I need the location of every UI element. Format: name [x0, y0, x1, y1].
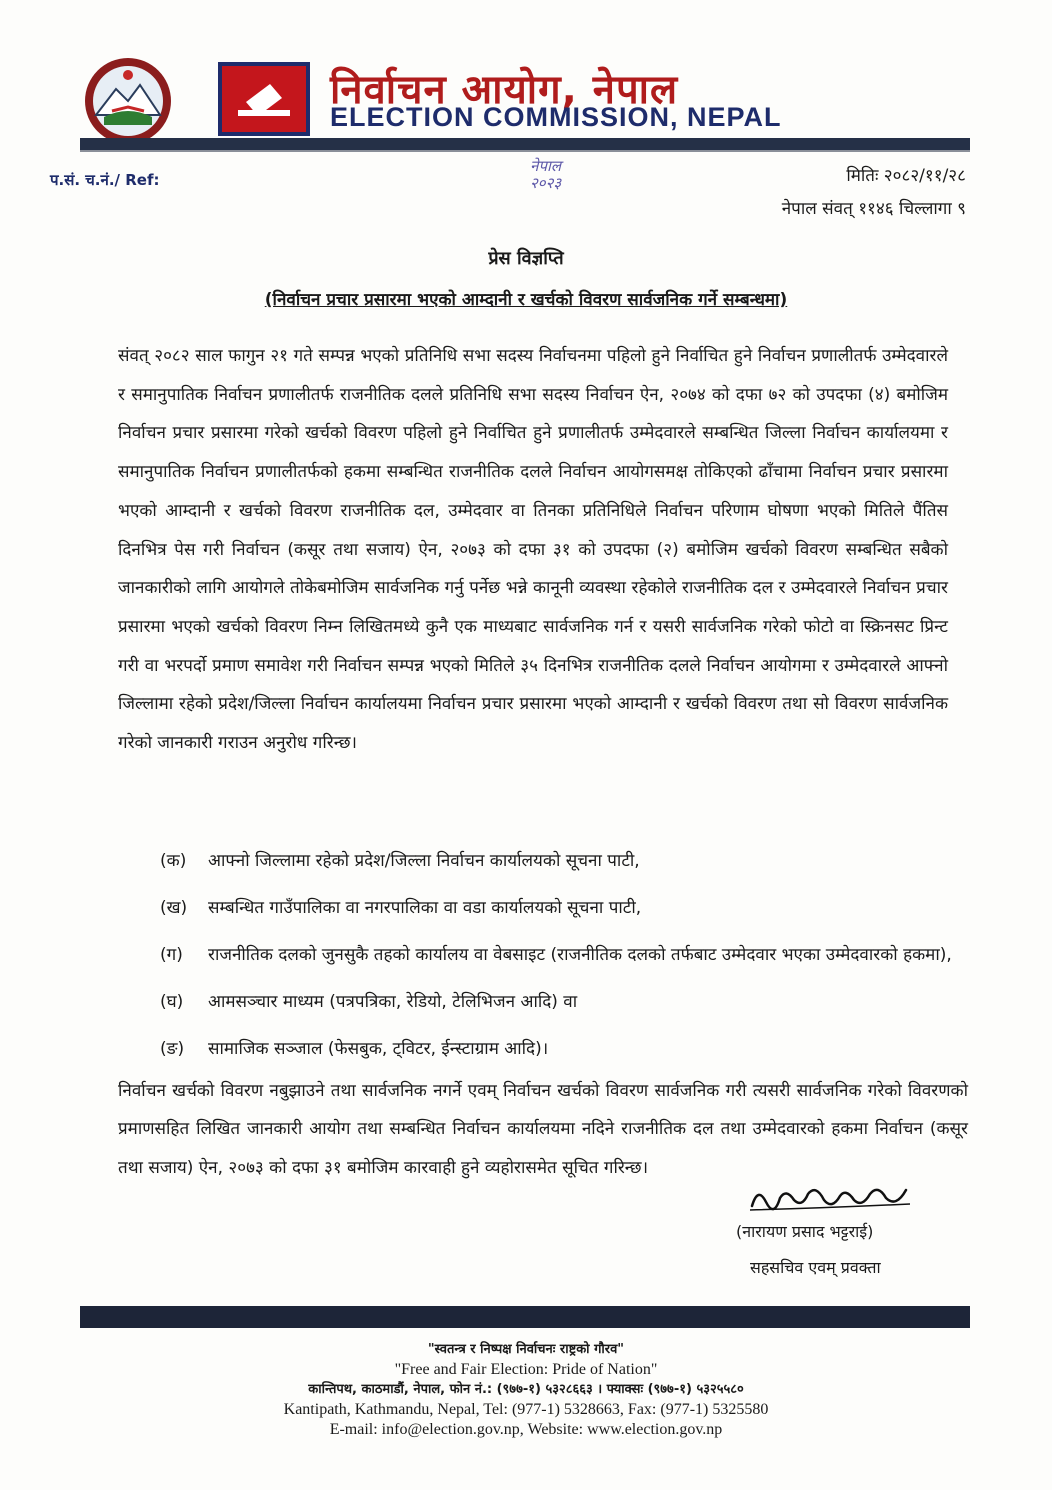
nepal-samvat-line: नेपाल संवत् ११४६ चिल्लागा ९ — [781, 199, 966, 219]
signer-name: (नारायण प्रसाद भट्टराई) — [736, 1222, 874, 1241]
list-item — [160, 984, 955, 1020]
motto-english: "Free and Fair Election: Pride of Nation" — [394, 1361, 658, 1378]
list-item — [160, 890, 955, 926]
official-seal — [530, 158, 561, 192]
notice-subject: (निर्वाचन प्रचार प्रसारमा भएको आम्दानी र खर्चको विवरण सार्वजनिक गर्ने सम्बन्धमा) — [264, 290, 788, 310]
list-text: सम्बन्धित गाउँपालिका वा नगरपालिका वा वडा कार्यालयको सूचना पाटी, — [208, 898, 642, 918]
nepal-emblem-logo — [82, 55, 174, 147]
commission-title-english: ELECTION COMMISSION, NEPAL — [330, 102, 782, 132]
closing-paragraph: निर्वाचन खर्चको विवरण नबुझाउने तथा सार्वजनिक नगर्ने एवम् निर्वाचन खर्चको विवरण सार्वजनिक गरी त्यसरी सार्वजनिक गरेको विवरणको प्रमाणसहित लिखित जानकारी आयोग तथा सम्बन्धित निर्वाचन कार्यालयमा नदिने राजनीतिक दल तथा उम्मेदवारको हकमा निर्वाचन (कसूर तथा सजाय) ऐन, २०७३ को दफा ३१ बमोजिम कारवाही हुने व्यहोरासमेत सूचित गरिन्छ। — [118, 1081, 968, 1178]
signer-title: सहसचिव एवम् प्रवक्ता — [750, 1258, 881, 1277]
footer-rule — [80, 1306, 970, 1328]
publication-channel-list — [160, 843, 955, 1078]
list-item — [160, 937, 955, 973]
list-item — [160, 1031, 955, 1067]
list-text: राजनीतिक दलको जुनसुकै तहको कार्यालय वा वेबसाइट (राजनीतिक दलको तर्फबाट उम्मेदवार भएका उम्मेदवारको हकमा), — [208, 945, 952, 965]
list-text: आमसञ्चार माध्यम (पत्रपत्रिका, रेडियो, टेलिभिजन आदि) वा — [208, 992, 578, 1012]
list-marker: (ङ) — [160, 1039, 185, 1059]
footer — [0, 1340, 1052, 1440]
list-marker: (घ) — [160, 992, 184, 1012]
contact-line: E-mail: info@election.gov.np, Website: www.election.gov.np — [329, 1421, 723, 1438]
notice-heading: प्रेस विज्ञप्ति — [488, 248, 564, 269]
list-text: सामाजिक सञ्जाल (फेसबुक, ट्विटर, ईन्स्टाग्राम आदि)। — [208, 1039, 549, 1059]
list-marker: (ग) — [160, 945, 183, 965]
list-item — [160, 843, 955, 879]
signer-block — [736, 1214, 881, 1286]
seal-text-line2: २०२३ — [530, 174, 562, 192]
address-nepali: कान्तिपथ, काठमाडौं, नेपाल, फोन नं.: (९७७-१) ५३२८६६३ । फ्याक्सः (९७७-१) ५३२५५८० — [308, 1382, 744, 1397]
date-line: मितिः २०८२/११/२८ — [846, 166, 966, 186]
list-marker: (ख) — [160, 898, 188, 918]
motto-nepali: "स्वतन्त्र र निष्पक्ष निर्वाचनः राष्ट्रको गौरव" — [427, 1342, 625, 1357]
commission-title-nepali: निर्वाचन आयोग, नेपाल — [330, 67, 679, 113]
date-block — [782, 160, 966, 226]
ballot-box-logo — [218, 62, 310, 136]
address-english: Kantipath, Kathmandu, Nepal, Tel: (977-1) 5328663, Fax: (977-1) 5325580 — [283, 1401, 769, 1418]
header-rule — [80, 138, 970, 150]
body-paragraph: संवत् २०८२ साल फागुन २१ गते सम्पन्न भएको प्रतिनिधि सभा सदस्य निर्वाचनमा पहिलो हुने निर्वाचित हुने निर्वाचन प्रणालीतर्फ उम्मेदवारले र समानुपातिक निर्वाचन प्रणालीतर्फ राजनीतिक दलले प्रतिनिधि सभा सदस्य निर्वाचन ऐन, २०७४ को दफा ७२ को उपदफा (४) बमोजिम निर्वाचन प्रचार प्रसारमा गरेको खर्चको विवरण पहिलो हुने निर्वाचित हुने प्रणालीतर्फ उम्मेदवारले सम्बन्धित जिल्ला निर्वाचन कार्यालयमा र समानुपातिक निर्वाचन प्रणालीतर्फको हकमा सम्बन्धित राजनीतिक दलले निर्वाचन आयोगसमक्ष तोकिएको ढाँचामा निर्वाचन प्रचार प्रसारमा भएको आम्दानी र खर्चको विवरण राजनीतिक दल, उम्मेदवार वा तिनका प्रतिनिधिले निर्वाचन परिणाम घोषणा भएको मितिले पैंतिस दिनभित्र पेस गरी निर्वाचन (कसूर तथा सजाय) ऐन, २०७३ को दफा ३१ को उपदफा (२) बमोजिम खर्चको विवरण सम्बन्धित सबैको जानकारीको लागि आयोगले तोकेबमोजिम सार्वजनिक गर्नु पर्नेछ भन्ने कानूनी व्यवस्था रहेकोले राजनीतिक दल र उम्मेदवारले निर्वाचन प्रचार प्रसारमा भएको खर्चको विवरण निम्न लिखितमध्ये कुनै एक माध्यबाट सार्वजनिक गर्न र यसरी सार्वजनिक गरेको फोटो वा स्क्रिनसट प्रिन्ट गरी वा भरपर्दो प्रमाण समावेश गरी निर्वाचन सम्पन्न भएको मितिले ३५ दिनभित्र राजनीतिक दलले निर्वाचन आयोगमा र उम्मेदवारले आफ्नो जिल्लामा रहेको प्रदेश/जिल्ला निर्वाचन कार्यालयमा निर्वाचन प्रचार प्रसारमा भएको आम्दानी र खर्चको विवरण तथा सो विवरण सार्वजनिक गरेको जानकारी गराउन अनुरोध गरिन्छ। — [118, 346, 948, 754]
handwritten-signature — [746, 1178, 916, 1216]
seal-text-line1: नेपाल — [530, 157, 562, 175]
header-rule-thin — [80, 150, 970, 152]
list-marker: (क) — [160, 851, 187, 871]
reference-label: प.सं. च.नं./ Ref: — [50, 171, 160, 189]
list-text: आफ्नो जिल्लामा रहेको प्रदेश/जिल्ला निर्वाचन कार्यालयको सूचना पाटी, — [208, 851, 640, 871]
